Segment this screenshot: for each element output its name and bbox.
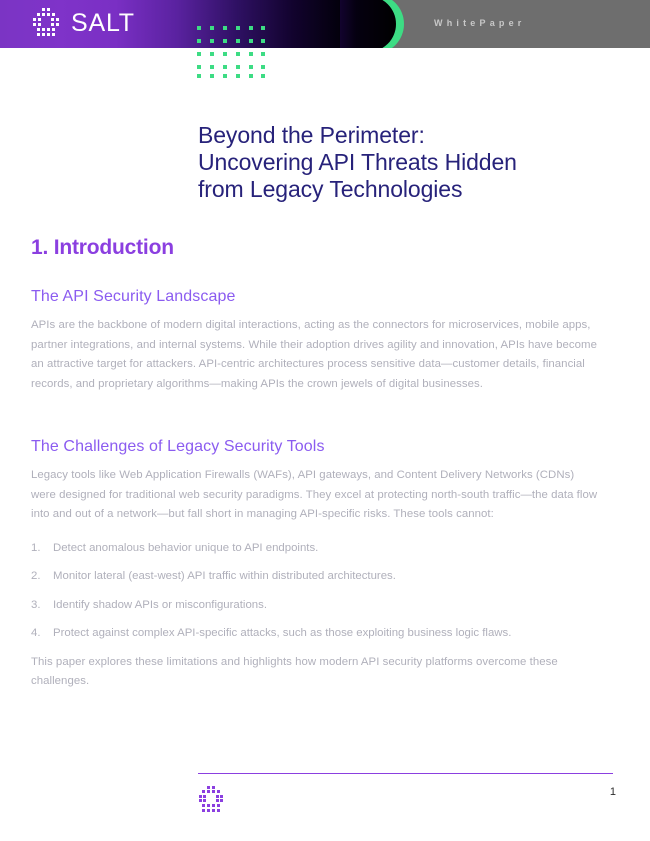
legacy-tool-limitations-list bbox=[31, 539, 601, 644]
green-dot-matrix-decoration bbox=[197, 26, 265, 78]
list-item-text: Identify shadow APIs or misconfigurations. bbox=[53, 598, 267, 611]
subheading-api-security-landscape: The API Security Landscape bbox=[31, 288, 236, 305]
list-item-number: 3. bbox=[31, 598, 41, 611]
list-item-number: 1. bbox=[31, 541, 41, 554]
list-item-text: Detect anomalous behavior unique to API endpoints. bbox=[53, 541, 319, 554]
salt-dot-matrix-logo-icon bbox=[33, 8, 60, 39]
footer-divider bbox=[198, 773, 613, 774]
page-title-line-2: Uncovering API Threats Hidden bbox=[198, 149, 517, 175]
page-header bbox=[0, 0, 650, 48]
subheading-legacy-security-tools: The Challenges of Legacy Security Tools bbox=[31, 438, 325, 455]
paragraph-legacy-security-tools: Legacy tools like Web Application Firewalls (WAFs), API gateways, and Content Delivery Networks (CDNs) were designed for traditional web security paradigms. They excel at protecting north-south traffic—the data flow into and out of a network—but fall short in managing API-specific risks. These tools cannot: bbox=[31, 469, 598, 520]
list-item bbox=[31, 596, 601, 616]
page-number: 1 bbox=[609, 786, 616, 798]
page-title-line-1: Beyond the Perimeter: bbox=[198, 122, 425, 148]
list-item bbox=[31, 624, 601, 644]
footer-salt-dot-matrix-logo-icon bbox=[199, 786, 225, 814]
page-body bbox=[0, 48, 650, 841]
list-item-text: Protect against complex API-specific attacks, such as those exploiting business logic flaws. bbox=[53, 627, 512, 639]
brand-wordmark: SALT bbox=[71, 9, 135, 37]
paragraph-closing: This paper explores these limitations and highlights how modern API security platforms overcome these challenges. bbox=[31, 655, 558, 687]
list-item-number: 2. bbox=[31, 570, 41, 582]
page-title-line-3: from Legacy Technologies bbox=[198, 176, 463, 202]
list-item bbox=[31, 539, 601, 559]
section-content bbox=[31, 288, 601, 692]
brand-logo-lockup bbox=[33, 8, 135, 39]
list-item-text: Monitor lateral (east-west) API traffic within distributed architectures. bbox=[53, 570, 396, 582]
list-item bbox=[31, 567, 601, 587]
section-heading-introduction: 1. Introduction bbox=[31, 236, 174, 259]
list-item-number: 4. bbox=[31, 627, 41, 639]
paragraph-api-security-landscape: APIs are the backbone of modern digital interactions, acting as the connectors for microservices, mobile apps, partner integrations, and internal systems. While their adoption drives agility and innovation, APIs have become an attractive target for attackers. API-centric architectures process sensitive data—customer details, financial records, and proprietary algorithms—making APIs the crown jewels of digital businesses. bbox=[31, 319, 597, 390]
document-type-label: WhitePaper bbox=[434, 18, 526, 28]
page-title bbox=[198, 122, 598, 203]
